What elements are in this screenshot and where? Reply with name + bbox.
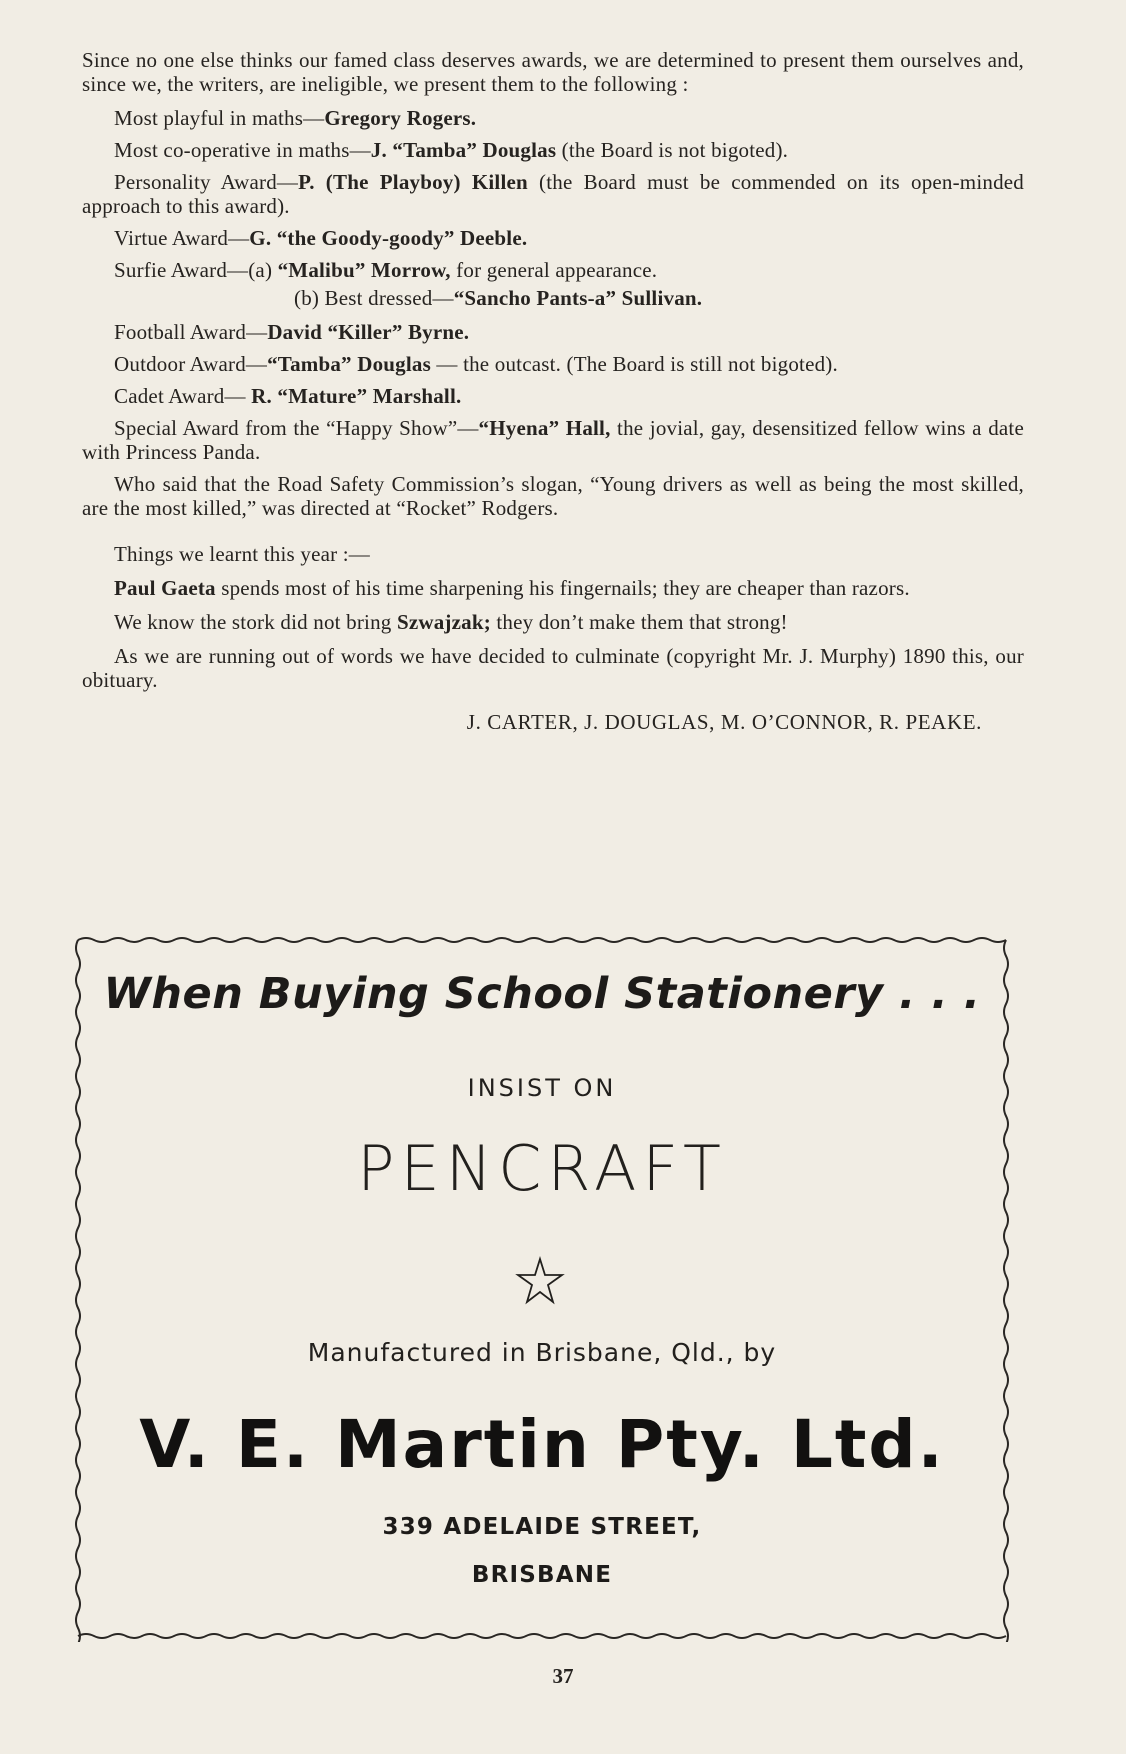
award-label: Cadet Award— [114, 384, 252, 408]
award-label: Virtue Award— [114, 226, 250, 250]
road-safety-paragraph: Who said that the Road Safety Commission’s slogan, “Young drivers as well as being the most skilled, are the most killed,” was directed at “Rocket” Rodgers. [82, 472, 1024, 520]
learnt-item [82, 610, 1024, 634]
star-outline-icon [515, 1256, 565, 1306]
award-recipient: P. (The Playboy) Killen [298, 170, 528, 194]
page-number: 37 [552, 1664, 574, 1688]
stationery-advertisement [72, 934, 1012, 1642]
award-recipient: J. “Tamba” Douglas [370, 138, 557, 162]
award-note: (the Board must be commended on its open-minded approach to this award). [82, 170, 1024, 218]
spacer [82, 530, 1024, 542]
award-note: — the outcast. (The Board is still not bigoted). [430, 352, 838, 376]
award-note: for general appearance. [450, 258, 658, 282]
ad-brand-name: PENCRAFT [357, 1132, 727, 1205]
award-recipient: “Hyena” Hall, [478, 416, 611, 440]
award-item [82, 286, 1024, 310]
award-item [82, 320, 1024, 344]
ad-manufactured-text: Manufactured in Brisbane, Qld., by [307, 1338, 777, 1367]
award-label: Surfie Award—(a) [114, 258, 278, 282]
article [82, 48, 1024, 744]
award-item [82, 352, 1024, 376]
award-label: Personality Award— [114, 170, 299, 194]
award-item [82, 384, 1024, 408]
award-item [82, 138, 1024, 162]
learnt-text: We know the stork did not bring [114, 610, 397, 634]
award-label: Outdoor Award— [114, 352, 268, 376]
award-recipient: “Sancho Pants-a” Sullivan. [453, 286, 703, 310]
learnt-heading: Things we learnt this year :— [114, 542, 370, 566]
learnt-subject: Paul Gaeta [114, 576, 216, 600]
award-recipient: Gregory Rogers. [324, 106, 477, 130]
award-recipient: “Tamba” Douglas [267, 352, 431, 376]
ad-company-name: V. E. Martin Pty. Ltd. [139, 1406, 945, 1483]
author-signature: J. CARTER, J. DOUGLAS, M. O’CONNOR, R. PEAKE. [466, 710, 982, 734]
learnt-text: spends most of his time sharpening his fingernails; they are cheaper than razors. [215, 576, 910, 600]
award-item [82, 416, 1024, 464]
award-item [82, 226, 1024, 250]
article-intro: Since no one else thinks our famed class deserves awards, we are determined to present them ourselves and, since we, the writers, are ineligible, we present them to the following : [82, 48, 1024, 96]
ad-headline: When Buying School Stationery . . . [103, 969, 981, 1019]
learnt-text: they don’t make them that strong! [490, 610, 788, 634]
learnt-subject: Szwajzak; [396, 610, 491, 634]
award-note: the jovial, gay, desensitized fellow wins a date with Princess Panda. [82, 416, 1024, 464]
award-recipient: G. “the Goody-goody” Deeble. [249, 226, 528, 250]
closing-paragraph: As we are running out of words we have decided to culminate (copyright Mr. J. Murphy) 1890 this, our obituary. [82, 644, 1024, 692]
ad-street-address: 339 ADELAIDE STREET, [382, 1514, 702, 1540]
award-item [82, 170, 1024, 218]
ad-insist-text: INSIST ON [467, 1074, 617, 1102]
award-item [82, 258, 1024, 282]
ad-city: BRISBANE [471, 1562, 613, 1588]
award-recipient: “Malibu” Morrow, [277, 258, 451, 282]
award-label: Special Award from the “Happy Show”— [114, 416, 479, 440]
award-label: Football Award— [114, 320, 268, 344]
award-list [82, 106, 1024, 464]
learnt-item [82, 576, 1024, 600]
award-recipient: R. “Mature” Marshall. [251, 384, 462, 408]
award-note: (the Board is not bigoted). [556, 138, 789, 162]
award-item [82, 106, 1024, 130]
award-label: (b) Best dressed— [294, 286, 454, 310]
award-recipient: David “Killer” Byrne. [267, 320, 470, 344]
award-label: Most co-operative in maths— [114, 138, 371, 162]
award-label: Most playful in maths— [114, 106, 325, 130]
